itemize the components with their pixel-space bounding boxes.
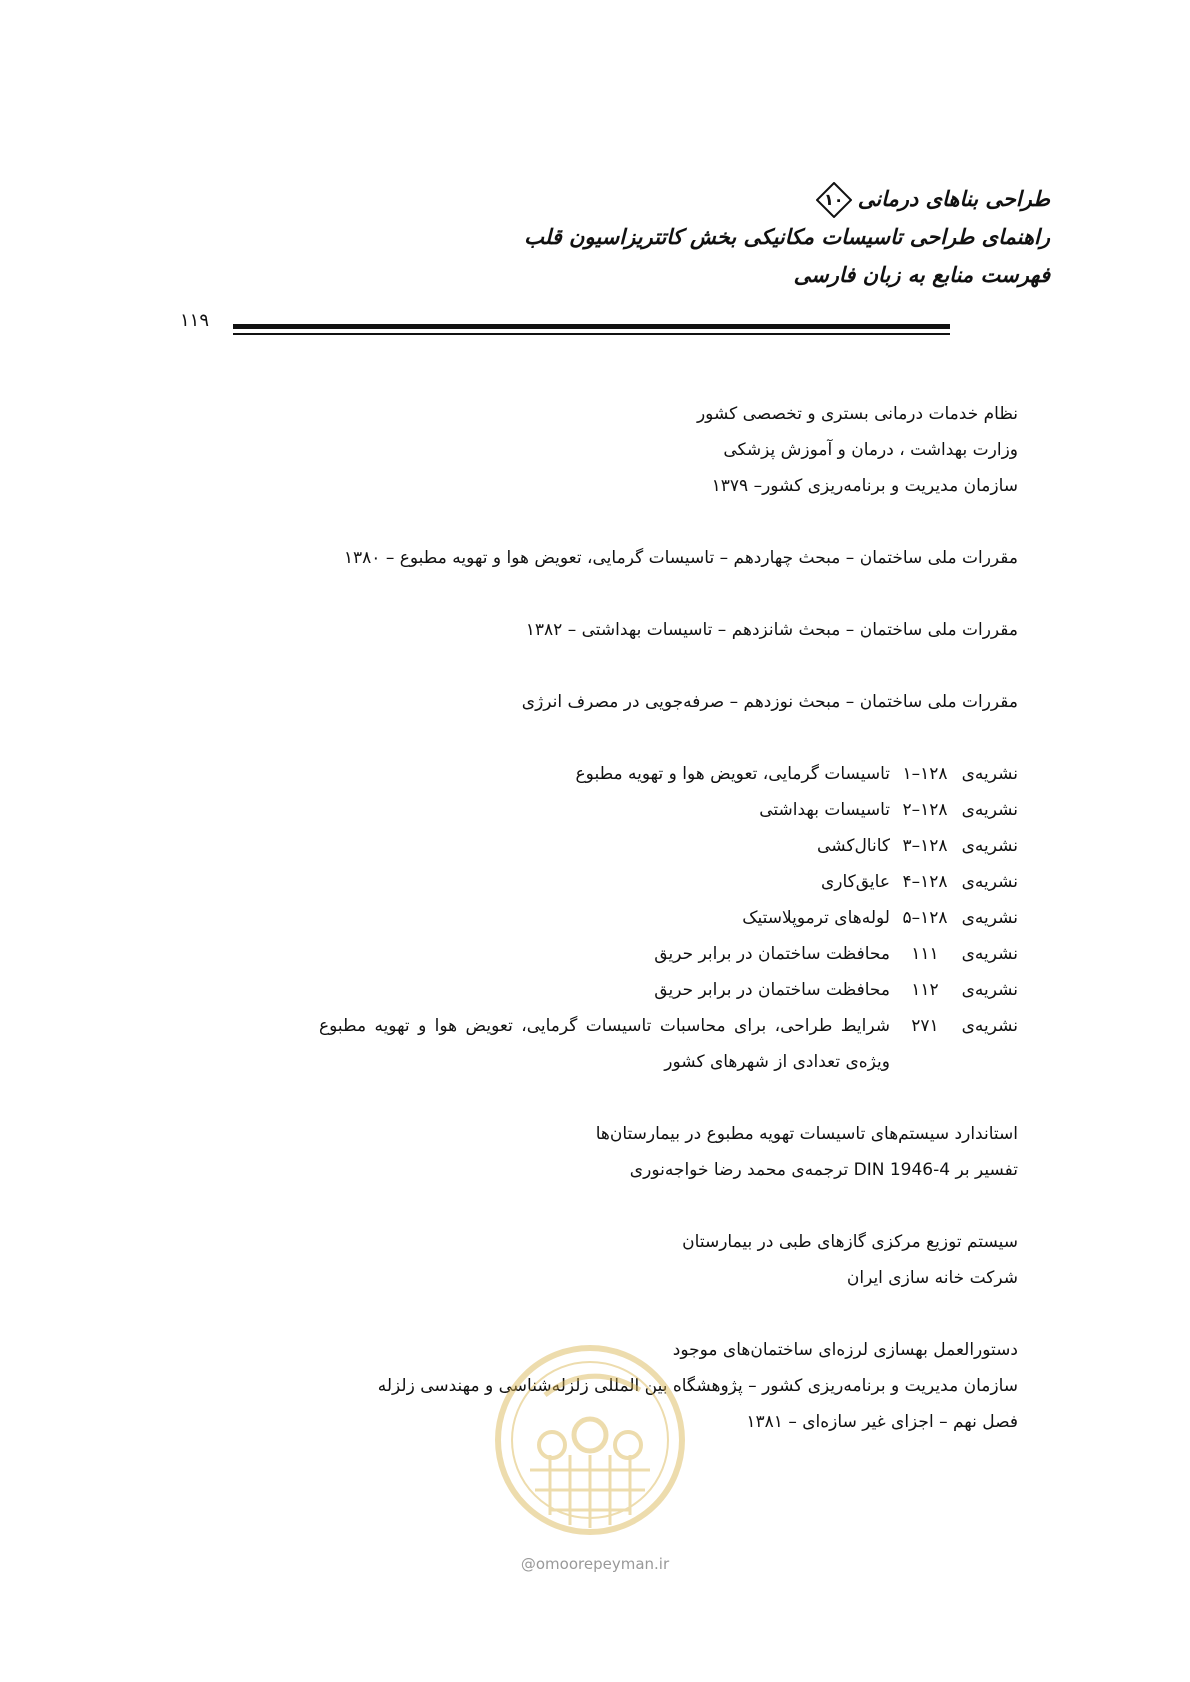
header-rule-thin — [233, 333, 950, 335]
pub-title: کانال‌کشی — [817, 836, 890, 856]
pub-label: نشریه‌ی — [961, 908, 1018, 928]
header-line-3: فهرست منابع به زبان فارسی — [793, 263, 1050, 287]
ref-line: فصل نهم – اجزای غیر سازه‌ای – ۱۳۸۱ — [746, 1412, 1018, 1432]
ref-line: نظام خدمات درمانی بستری و تخصصی کشور — [696, 404, 1018, 424]
pub-number: ۱۱۲ — [911, 980, 939, 1000]
publication-row — [168, 756, 1018, 792]
ref-line: تفسیر بر DIN 1946-4 ترجمه‌ی محمد رضا خواجه‌نوری — [629, 1160, 1018, 1180]
ref-line: مقررات ملی ساختمان – مبحث نوزدهم – صرفه‌جویی در مصرف انرژی — [521, 692, 1018, 712]
pub-title: شرایط طراحی، برای محاسبات تاسیسات گرمایی، تعویض هوا و تهویه مطبوع — [318, 1016, 890, 1036]
publication-row — [168, 864, 1018, 900]
publication-row — [168, 936, 1018, 972]
watermark-logo — [490, 1340, 690, 1540]
pub-number: ۲۷۱ — [911, 1016, 939, 1036]
ref-line: مقررات ملی ساختمان – مبحث شانزدهم – تاسیسات بهداشتی – ۱۳۸۲ — [525, 620, 1018, 640]
pub-label: نشریه‌ی — [961, 980, 1018, 1000]
header-rule-thick — [233, 324, 950, 329]
ref-line: سیستم توزیع مرکزی گازهای طبی در بیمارستان — [682, 1232, 1018, 1252]
publication-row — [168, 972, 1018, 1008]
ref-line: سازمان مدیریت و برنامه‌ریزی کشور– ۱۳۷۹ — [711, 476, 1018, 496]
header-line-1 — [350, 180, 1050, 218]
pub-label: نشریه‌ی — [961, 800, 1018, 820]
pub-label: نشریه‌ی — [961, 1016, 1018, 1036]
pub-label: نشریه‌ی — [961, 944, 1018, 964]
pub-label: نشریه‌ی — [961, 872, 1018, 892]
reference-list — [168, 396, 1018, 1440]
ref-line: سازمان مدیریت و برنامه‌ریزی کشور – پژوهشگاه بین المللی زلزله‌شناسی و مهندسی زلزله — [377, 1376, 1018, 1396]
pub-number: ۱۲۸–۳ — [902, 836, 948, 856]
pub-title: محافظت ساختمان در برابر حریق — [654, 980, 890, 1000]
pub-title: تاسیسات گرمایی، تعویض هوا و تهویه مطبوع — [575, 764, 890, 784]
publication-row — [168, 900, 1018, 936]
publication-continuation: ویژه‌ی تعدادی از شهرهای کشور — [664, 1052, 890, 1072]
pub-number: ۱۱۱ — [911, 944, 939, 964]
pub-number: ۱۲۸–۲ — [902, 800, 948, 820]
pub-number: ۱۲۸–۵ — [902, 908, 948, 928]
publication-row — [168, 1008, 1018, 1044]
pub-title: لوله‌های ترموپلاستیک — [742, 908, 890, 928]
ref-line: دستورالعمل بهسازی لرزه‌ای ساختمان‌های موجود — [672, 1340, 1018, 1360]
series-title: طراحی بناهای درمانی — [857, 187, 1050, 211]
pub-label: نشریه‌ی — [961, 836, 1018, 856]
ref-line: مقررات ملی ساختمان – مبحث چهاردهم – تاسیسات گرمایی، تعویض هوا و تهویه مطبوع – ۱۳۸۰ — [343, 548, 1018, 568]
pub-number: ۱۲۸–۴ — [902, 872, 948, 892]
pub-title: تاسیسات بهداشتی — [759, 800, 890, 820]
volume-number: ۱۰ — [824, 190, 844, 209]
watermark-url: @omoorepeyman.ir — [520, 1555, 670, 1573]
header-line-2: راهنمای طراحی تاسیسات مکانیکی بخش کاتتریزاسیون قلب — [524, 225, 1050, 249]
publication-row — [168, 792, 1018, 828]
pub-title: محافظت ساختمان در برابر حریق — [654, 944, 890, 964]
pub-label: نشریه‌ی — [961, 764, 1018, 784]
pub-title: عایق‌کاری — [820, 872, 890, 892]
pub-number: ۱۲۸–۱ — [902, 764, 948, 784]
ref-line: وزارت بهداشت ، درمان و آموزش پزشکی — [723, 440, 1018, 460]
volume-badge — [816, 182, 852, 218]
ref-line: استاندارد سیستم‌های تاسیسات تهویه مطبوع در بیمارستان‌ها — [595, 1124, 1018, 1144]
publication-row — [168, 828, 1018, 864]
running-header — [350, 180, 1050, 294]
ref-line: شرکت خانه سازی ایران — [846, 1268, 1018, 1288]
page-number: ۱۱۹ — [180, 310, 210, 331]
